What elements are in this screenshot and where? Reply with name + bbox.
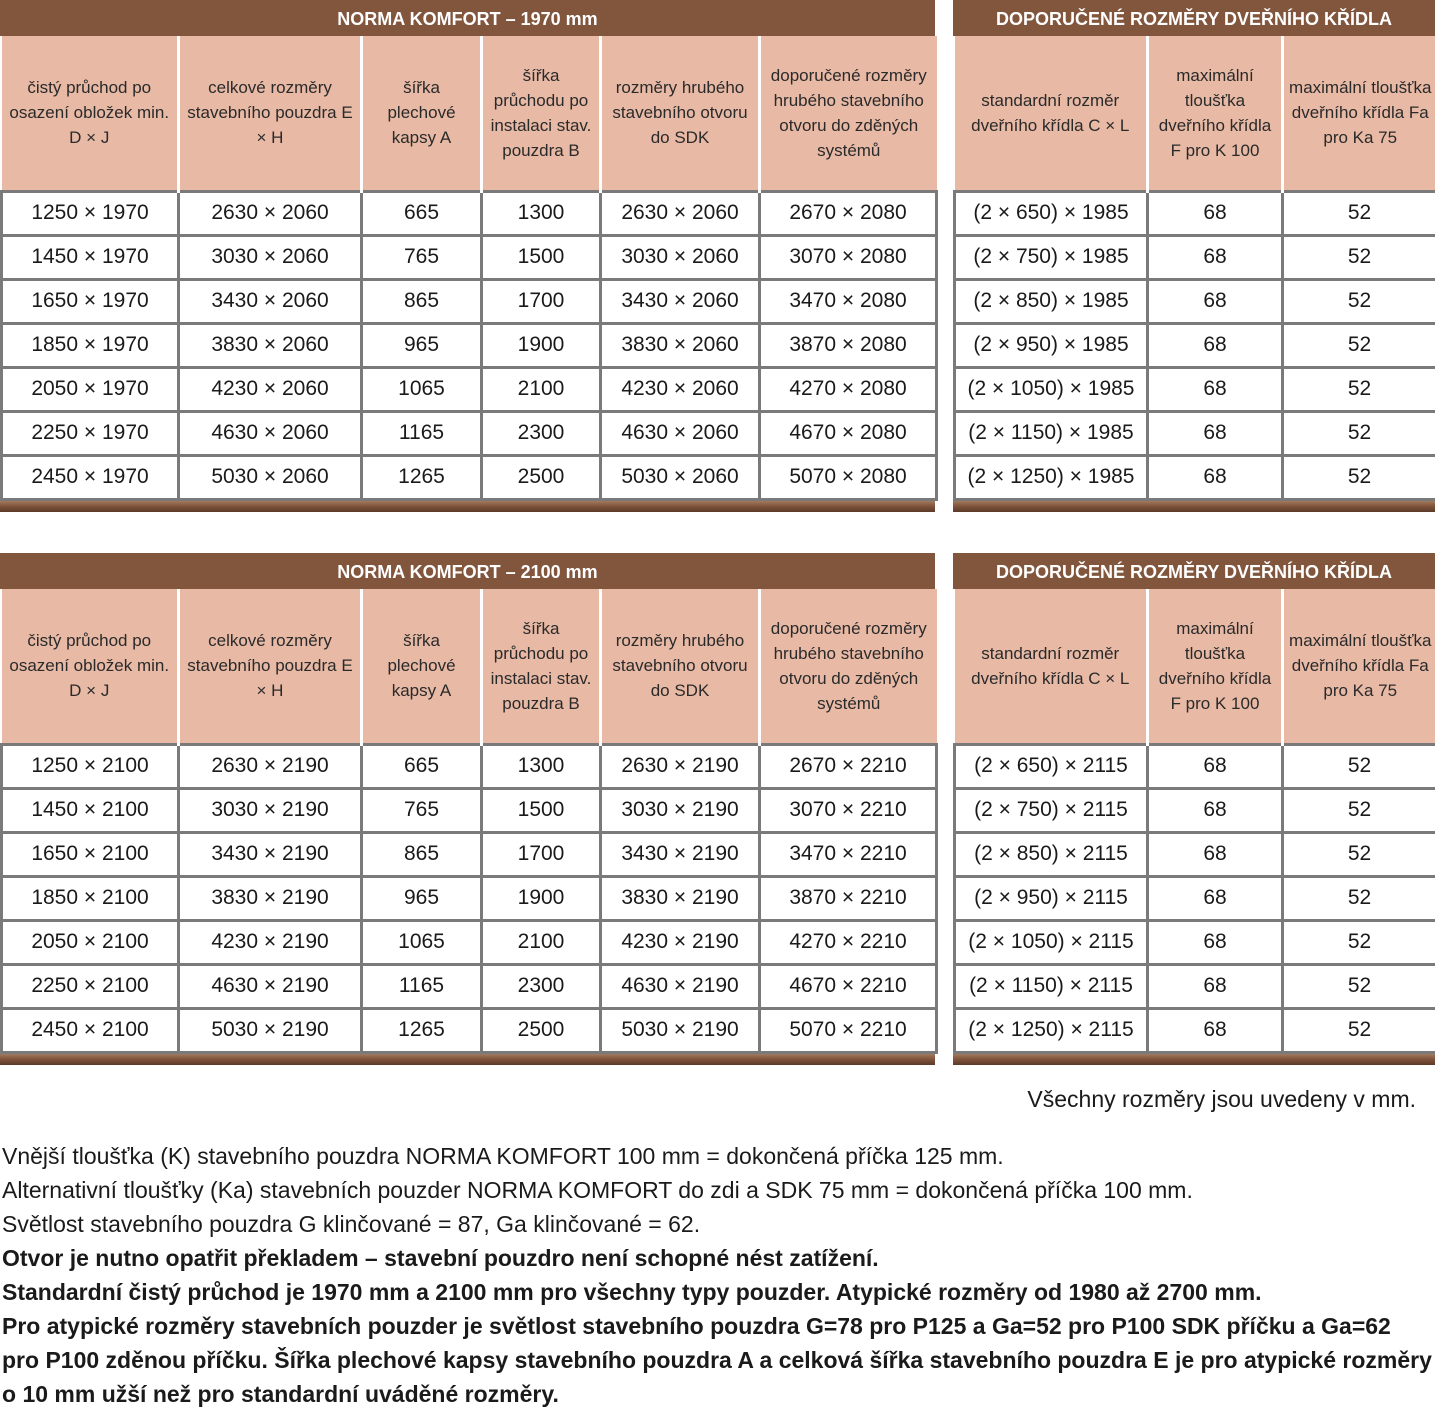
table-cell: 2630 × 2190 [179,744,362,788]
table-cell: 68 [1148,876,1283,920]
table-cell: 3830 × 2190 [601,876,760,920]
table-cell: 4670 × 2210 [760,964,937,1008]
table-cell: 2500 [482,455,601,499]
table-cell: 965 [362,323,482,367]
header-cell: maximální tloušťka dveřního křídla Fa pro Ka 75 [1283,36,1435,191]
table-cell: 3030 × 2190 [601,788,760,832]
header-row [2,589,937,744]
table-cell: (2 × 1050) × 2115 [955,920,1148,964]
header-row [955,36,1435,191]
table-cell: 68 [1148,788,1283,832]
table-cell: 1250 × 2100 [2,744,179,788]
header-cell: rozměry hrubého stavebního otvoru do SDK [601,589,760,744]
table-cell: 4270 × 2080 [760,367,937,411]
table-row [955,323,1435,367]
header-cell: čistý průchod po osazení obložek min. D × J [2,36,179,191]
table-cell: 4270 × 2210 [760,920,937,964]
table-cell: 3070 × 2210 [760,788,937,832]
table-cell: 2100 [482,367,601,411]
table-cell: 3870 × 2210 [760,876,937,920]
table-row [955,1008,1435,1052]
table-row [955,367,1435,411]
table-cell: 1900 [482,876,601,920]
table-cell: 3430 × 2060 [601,279,760,323]
table-row [955,191,1435,235]
table-cell: 1065 [362,367,482,411]
table-cell: 1165 [362,964,482,1008]
header-cell: šířka plechové kapsy A [362,36,482,191]
table-cell: 2630 × 2060 [601,191,760,235]
table-cell: 52 [1283,323,1435,367]
table-cell: 5070 × 2080 [760,455,937,499]
table-cell: 2670 × 2210 [760,744,937,788]
table-cell: 4630 × 2060 [179,411,362,455]
header-row [2,36,937,191]
table-cell: 1450 × 2100 [2,788,179,832]
table-cell: (2 × 650) × 2115 [955,744,1148,788]
table-cell: (2 × 1050) × 1985 [955,367,1148,411]
table-cell: 4630 × 2190 [601,964,760,1008]
note-text: Vnější tloušťka (K) stavebního pouzdra NORMA KOMFORT 100 mm = dokončená příčka 125 mm. [2,1139,1432,1173]
table-cell: (2 × 950) × 2115 [955,876,1148,920]
header-cell: celkové rozměry stavebního pouzdra E × H [179,589,362,744]
header-cell: maximální tloušťka dveřního křídla Fa pro Ka 75 [1283,589,1435,744]
table-cell: 4230 × 2190 [601,920,760,964]
table-row [955,788,1435,832]
table-cell: (2 × 950) × 1985 [955,323,1148,367]
table-row [955,744,1435,788]
table-title: DOPORUČENÉ ROZMĚRY DVEŘNÍHO KŘÍDLA [953,0,1435,36]
table-cell: 3430 × 2190 [179,832,362,876]
table-cell: 1650 × 1970 [2,279,179,323]
table-cell: 4230 × 2190 [179,920,362,964]
dimensions-table [0,589,938,1054]
table-cell: 52 [1283,920,1435,964]
table-cell: 1650 × 2100 [2,832,179,876]
table-cell: 2050 × 2100 [2,920,179,964]
table-cell: 5030 × 2190 [601,1008,760,1052]
header-cell: šířka plechové kapsy A [362,589,482,744]
header-cell: rozměry hrubého stavebního otvoru do SDK [601,36,760,191]
table-cell: 52 [1283,411,1435,455]
table-cell: 4230 × 2060 [601,367,760,411]
table-row [2,1008,937,1052]
table-cell: (2 × 850) × 1985 [955,279,1148,323]
table-cell: 2300 [482,411,601,455]
table-cell: 3830 × 2060 [601,323,760,367]
notes-section [2,1139,1432,1411]
table-cell: 68 [1148,832,1283,876]
table-cell: 4630 × 2060 [601,411,760,455]
table-cell: 1500 [482,235,601,279]
table-cell: 3470 × 2210 [760,832,937,876]
header-cell: šířka průchodu po instalaci stav. pouzdra B [482,36,601,191]
table-cell: (2 × 650) × 1985 [955,191,1148,235]
table-row [955,876,1435,920]
table-row [955,920,1435,964]
header-row [955,589,1435,744]
table-row [2,832,937,876]
table-row [2,235,937,279]
table-cell: 665 [362,744,482,788]
table-door-leaf-2100 [953,553,1435,1065]
table-cell: 2250 × 2100 [2,964,179,1008]
table-cell: 3430 × 2190 [601,832,760,876]
table-cell: 765 [362,788,482,832]
table-row [2,964,937,1008]
table-cell: 68 [1148,235,1283,279]
table-cell: (2 × 750) × 2115 [955,788,1148,832]
table-row [2,788,937,832]
table-cell: (2 × 1250) × 2115 [955,1008,1148,1052]
table-row [2,323,937,367]
table-cell: (2 × 1250) × 1985 [955,455,1148,499]
table-cell: 3830 × 2060 [179,323,362,367]
dimensions-table [0,36,938,501]
table-cell: 3470 × 2080 [760,279,937,323]
table-row [2,279,937,323]
note-text: Světlost stavebního pouzdra G klinčované = 87, Ga klinčované = 62. [2,1207,1432,1241]
table-cell: 965 [362,876,482,920]
table-cell: 52 [1283,876,1435,920]
table-row [955,455,1435,499]
table-cell: 5030 × 2060 [179,455,362,499]
table-cell: 1300 [482,191,601,235]
table-cell: 1450 × 1970 [2,235,179,279]
table-cell: 52 [1283,235,1435,279]
table-cell: 665 [362,191,482,235]
table-cell: 2050 × 1970 [2,367,179,411]
table-cell: 1250 × 1970 [2,191,179,235]
table-cell: 5070 × 2210 [760,1008,937,1052]
table-cell: 68 [1148,920,1283,964]
header-cell: standardní rozměr dveřního křídla C × L [955,36,1148,191]
table-cell: 68 [1148,964,1283,1008]
table-cell: 68 [1148,323,1283,367]
table-door-leaf-1970 [953,0,1435,512]
table-cell: 68 [1148,1008,1283,1052]
table-cell: 2250 × 1970 [2,411,179,455]
table-cell: 1900 [482,323,601,367]
table-cell: 2100 [482,920,601,964]
table-cell: 68 [1148,367,1283,411]
warning-note: Otvor je nutno opatřit překladem – stavební pouzdro není schopné nést zatížení. [2,1241,1432,1275]
table-cell: 5030 × 2060 [601,455,760,499]
atypical-note: Pro atypické rozměry stavebních pouzder je světlost stavebního pouzdra G=78 pro P125 a Ga=52 pro P100 SDK příčku a Ga=62 pro P100 zděnou příčku. Šířka plechové kapsy stavebního pouzdra A a celková šířka stavebního pouzdra E je pro atypické rozměry o 10 mm užší než pro standardní uváděné rozměry. [2,1309,1432,1411]
standard-note: Standardní čistý průchod je 1970 mm a 2100 mm pro všechny typy pouzder. Atypické rozměry od 1980 až 2700 mm. [2,1275,1432,1309]
table-cell: 2300 [482,964,601,1008]
table-row [955,279,1435,323]
table-row [2,920,937,964]
table-cell: 52 [1283,788,1435,832]
table-footer-bar [0,1054,935,1065]
table-row [2,367,937,411]
header-cell: standardní rozměr dveřního křídla C × L [955,589,1148,744]
table-norma-komfort-1970 [0,0,935,512]
table-cell: 68 [1148,411,1283,455]
table-row [2,744,937,788]
table-row [2,411,937,455]
table-cell: 52 [1283,832,1435,876]
table-row [2,455,937,499]
table-cell: 3030 × 2060 [601,235,760,279]
table-cell: 52 [1283,367,1435,411]
table-cell: 2450 × 1970 [2,455,179,499]
table-cell: 2630 × 2060 [179,191,362,235]
table-cell: 68 [1148,744,1283,788]
header-cell: doporučené rozměry hrubého stavebního otvoru do zděných systémů [760,589,937,744]
door-leaf-table [953,36,1435,501]
table-cell: 2500 [482,1008,601,1052]
table-cell: 52 [1283,744,1435,788]
table-cell: 2450 × 2100 [2,1008,179,1052]
table-cell: 2630 × 2190 [601,744,760,788]
table-cell: (2 × 850) × 2115 [955,832,1148,876]
table-cell: 3070 × 2080 [760,235,937,279]
table-cell: 1700 [482,832,601,876]
table-cell: 52 [1283,279,1435,323]
table-title: NORMA KOMFORT – 2100 mm [0,553,935,589]
table-cell: 3430 × 2060 [179,279,362,323]
table-cell: (2 × 1150) × 1985 [955,411,1148,455]
table-row [955,832,1435,876]
units-note: Všechny rozměry jsou uvedeny v mm. [1027,1086,1416,1113]
table-cell: 1500 [482,788,601,832]
header-cell: čistý průchod po osazení obložek min. D × J [2,589,179,744]
table-cell: 52 [1283,964,1435,1008]
table-cell: 3030 × 2190 [179,788,362,832]
table-row [955,964,1435,1008]
table-title: NORMA KOMFORT – 1970 mm [0,0,935,36]
table-cell: 1850 × 2100 [2,876,179,920]
table-cell: 1700 [482,279,601,323]
table-cell: 68 [1148,455,1283,499]
table-cell: 68 [1148,191,1283,235]
header-cell: celkové rozměry stavebního pouzdra E × H [179,36,362,191]
table-cell: 4230 × 2060 [179,367,362,411]
table-norma-komfort-2100 [0,553,935,1065]
table-cell: 865 [362,279,482,323]
table-footer-bar [0,501,935,512]
table-cell: 4670 × 2080 [760,411,937,455]
header-cell: doporučené rozměry hrubého stavebního otvoru do zděných systémů [760,36,937,191]
table-cell: 1265 [362,1008,482,1052]
table-cell: 1065 [362,920,482,964]
table-cell: 765 [362,235,482,279]
table-row [955,235,1435,279]
table-cell: 52 [1283,455,1435,499]
table-cell: 865 [362,832,482,876]
table-cell: 1300 [482,744,601,788]
table-cell: 1265 [362,455,482,499]
table-cell: 3830 × 2190 [179,876,362,920]
table-cell: 52 [1283,1008,1435,1052]
table-cell: (2 × 750) × 1985 [955,235,1148,279]
table-footer-bar [953,501,1435,512]
header-cell: maximální tloušťka dveřního křídla F pro K 100 [1148,36,1283,191]
table-cell: (2 × 1150) × 2115 [955,964,1148,1008]
header-cell: maximální tloušťka dveřního křídla F pro K 100 [1148,589,1283,744]
table-cell: 5030 × 2190 [179,1008,362,1052]
table-cell: 1165 [362,411,482,455]
table-cell: 3870 × 2080 [760,323,937,367]
table-footer-bar [953,1054,1435,1065]
table-cell: 52 [1283,191,1435,235]
table-title: DOPORUČENÉ ROZMĚRY DVEŘNÍHO KŘÍDLA [953,553,1435,589]
table-row [2,191,937,235]
table-cell: 4630 × 2190 [179,964,362,1008]
table-cell: 1850 × 1970 [2,323,179,367]
note-text: Alternativní tloušťky (Ka) stavebních pouzder NORMA KOMFORT do zdi a SDK 75 mm = dokončená příčka 100 mm. [2,1173,1432,1207]
table-cell: 2670 × 2080 [760,191,937,235]
table-cell: 3030 × 2060 [179,235,362,279]
door-leaf-table [953,589,1435,1054]
header-cell: šířka průchodu po instalaci stav. pouzdra B [482,589,601,744]
table-row [2,876,937,920]
table-row [955,411,1435,455]
table-cell: 68 [1148,279,1283,323]
